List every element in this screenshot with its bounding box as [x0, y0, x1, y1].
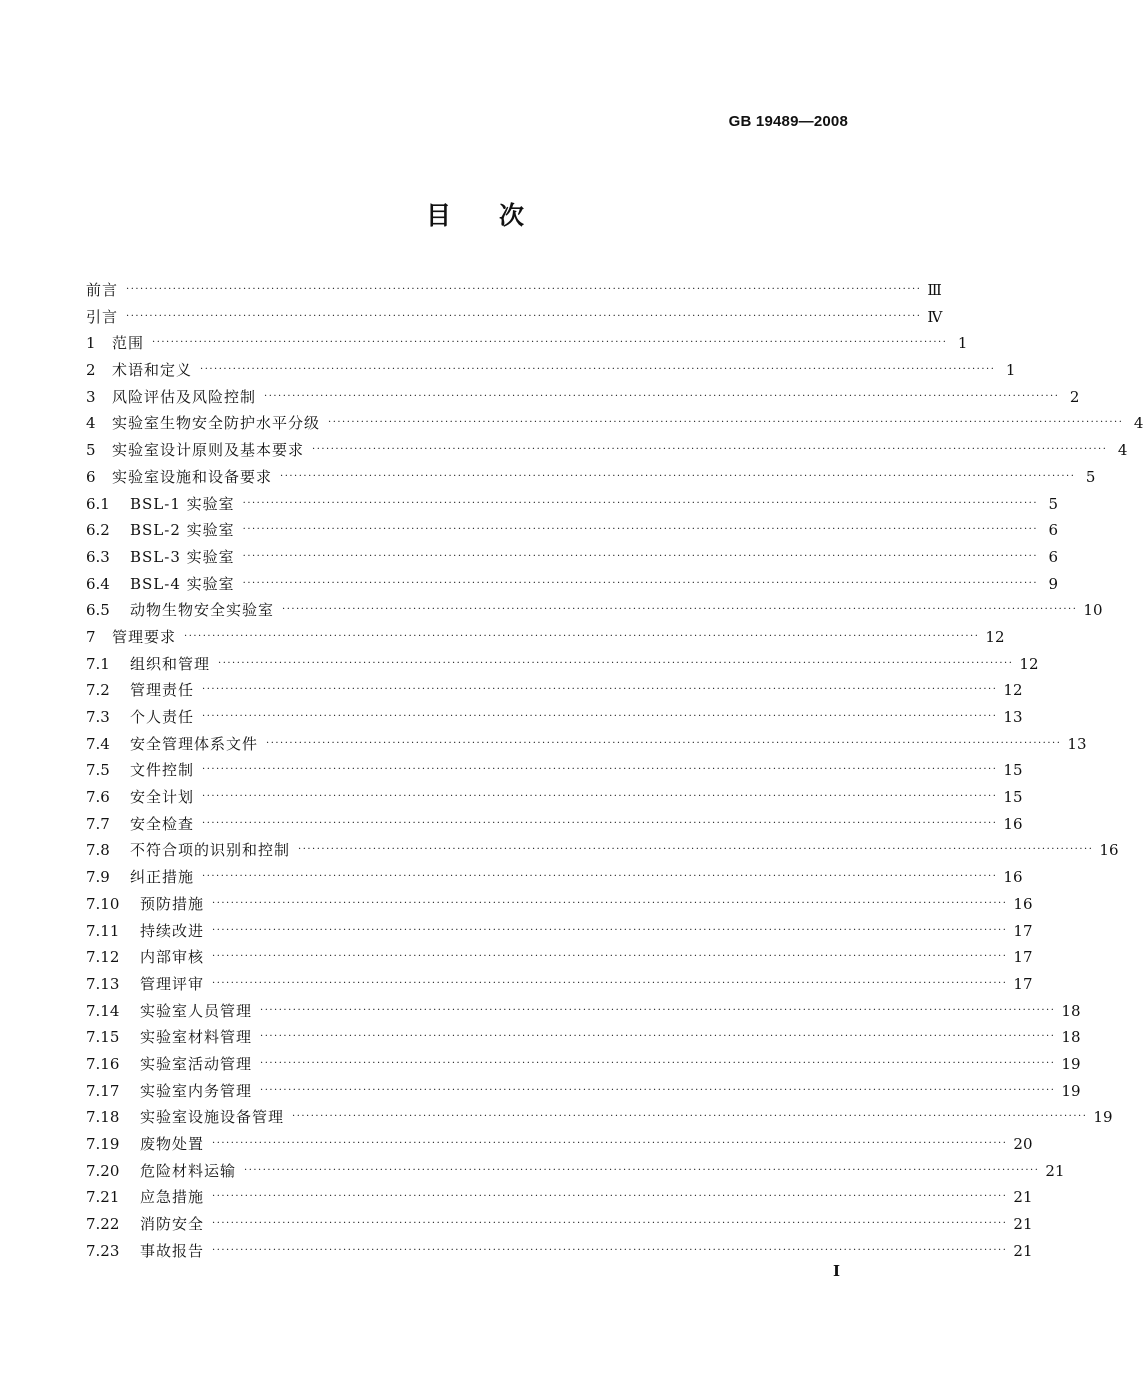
toc-leader-dots: ··········································································································································································: [212, 951, 1008, 963]
toc-entry-label: 实验室内务管理: [140, 1081, 253, 1100]
toc-entry-page: 1: [957, 334, 968, 353]
toc-entry[interactable]: [86, 624, 1005, 651]
toc-entry-page: 20: [1013, 1135, 1033, 1153]
toc-entry-page: 17: [1013, 974, 1033, 993]
toc-entry-label: 纠正措施: [130, 868, 195, 887]
toc-entry-page: Ⅲ: [927, 281, 942, 299]
toc-entry-page: 15: [1003, 788, 1023, 807]
toc-entry-label: 管理要求: [112, 627, 177, 646]
toc-leader-dots: ··········································································································································································: [242, 577, 1039, 589]
toc-entry-label: 个人责任: [130, 708, 195, 726]
toc-leader-dots: ··········································································································································································: [218, 657, 1014, 669]
toc-leader-dots: ··········································································································································································: [202, 791, 998, 803]
toc-entry-label: 事故报告: [140, 1241, 205, 1260]
toc-entry-label: 实验室设施和设备要求: [112, 467, 273, 486]
toc-entry-page: 5: [1085, 467, 1096, 486]
toc-entry-page: 13: [1067, 734, 1087, 753]
toc-entry-label: 实验室生物安全防护水平分级: [112, 414, 321, 433]
toc-leader-dots: ··········································································································································································: [212, 1138, 1008, 1149]
toc-entry-number: 7.16: [86, 1054, 120, 1073]
toc-entry[interactable]: [86, 464, 1096, 491]
toc-entry-number: 7.10: [86, 894, 120, 913]
toc-leader-dots: ··········································································································································································: [202, 817, 998, 829]
toc-entry[interactable]: [86, 651, 1039, 678]
toc-entry[interactable]: [86, 384, 1080, 411]
toc-entry-number: 7.3: [86, 708, 110, 726]
toc-leader-dots: ··········································································································································································: [260, 1004, 1056, 1016]
toc-leader-dots: ··········································································································································································: [266, 737, 1062, 749]
toc-entry-number: 6.5: [86, 601, 110, 620]
toc-leader-dots: ··········································································································································································: [126, 310, 922, 322]
toc-entry[interactable]: [86, 1211, 1033, 1238]
toc-entry-number: 7.19: [86, 1135, 120, 1153]
toc-entry-page: 15: [1003, 761, 1023, 780]
toc-entry-page: 16: [1003, 868, 1023, 887]
toc-entry[interactable]: [86, 597, 1103, 624]
toc-entry-number: 7.20: [86, 1161, 120, 1180]
toc-entry[interactable]: [86, 731, 1087, 758]
toc-entry-label: 实验室人员管理: [140, 1001, 253, 1020]
toc-entry-page: 19: [1061, 1081, 1081, 1100]
toc-leader-dots: ··········································································································································································: [264, 390, 1060, 402]
toc-entry-label: 管理评审: [140, 974, 205, 993]
toc-leader-dots: ··········································································································································································: [282, 604, 1078, 616]
toc-entry-number: 7.2: [86, 681, 110, 700]
toc-entry-label: 安全管理体系文件: [130, 734, 259, 753]
toc-leader-dots: ··········································································································································································: [152, 337, 948, 349]
toc-entry-page: 6: [1048, 521, 1059, 540]
toc-leader-dots: ··········································································································································································: [260, 1031, 1056, 1043]
toc-leader-dots: ··········································································································································································: [184, 630, 980, 642]
toc-entry[interactable]: [86, 811, 1023, 838]
toc-entry-page: 12: [985, 627, 1005, 646]
table-of-contents: [86, 277, 1143, 1264]
toc-entry-label: 危险材料运输: [140, 1161, 237, 1180]
toc-entry-label: 引言: [86, 307, 119, 326]
toc-entry[interactable]: [86, 1078, 1081, 1105]
toc-leader-dots: ··········································································································································································: [126, 284, 922, 295]
toc-entry-number: 4: [86, 414, 96, 433]
toc-entry-label: 预防措施: [140, 894, 205, 913]
toc-entry-label: 废物处置: [140, 1135, 205, 1153]
toc-entry[interactable]: [86, 1238, 1033, 1265]
toc-leader-dots: ··········································································································································································: [212, 1244, 1008, 1256]
toc-leader-dots: ··········································································································································································: [212, 1191, 1008, 1203]
toc-entry-label: BSL-4 实验室: [130, 574, 235, 593]
toc-entry-page: Ⅳ: [927, 307, 943, 326]
toc-entry-label: 安全计划: [130, 788, 195, 807]
toc-leader-dots: ··········································································································································································: [298, 844, 1094, 856]
toc-entry-label: 范围: [112, 334, 145, 353]
toc-entry[interactable]: [86, 357, 1016, 384]
toc-leader-dots: ··········································································································································································: [260, 1057, 1056, 1069]
toc-entry-label: BSL-2 实验室: [130, 521, 235, 540]
toc-leader-dots: ··········································································································································································: [200, 364, 996, 376]
toc-entry-label: 组织和管理: [130, 654, 211, 673]
toc-entry-page: 10: [1083, 601, 1103, 620]
toc-leader-dots: ··········································································································································································: [244, 1164, 1040, 1176]
toc-leader-dots: ··········································································································································································: [212, 1218, 1008, 1230]
toc-entry[interactable]: [86, 1158, 1065, 1185]
toc-entry[interactable]: [86, 704, 1023, 731]
toc-entry-page: 12: [1003, 681, 1023, 700]
toc-entry-number: 6.4: [86, 574, 110, 593]
toc-entry[interactable]: [86, 1184, 1033, 1211]
toc-entry-label: 管理责任: [130, 681, 195, 700]
toc-entry-number: 3: [86, 387, 96, 406]
toc-entry-page: 19: [1061, 1054, 1081, 1073]
toc-entry[interactable]: [86, 330, 968, 357]
toc-leader-dots: ··········································································································································································: [202, 684, 998, 696]
toc-leader-dots: ··········································································································································································: [328, 417, 1124, 429]
toc-entry[interactable]: [86, 571, 1059, 598]
toc-entry[interactable]: [86, 864, 1023, 891]
document-code: GB 19489—2008: [728, 113, 848, 130]
toc-entry-page: 17: [1013, 921, 1033, 940]
toc-entry-number: 7.13: [86, 974, 120, 993]
toc-entry-page: 17: [1013, 948, 1033, 967]
toc-entry-label: 内部审核: [140, 948, 205, 967]
toc-entry-label: 实验室活动管理: [140, 1054, 253, 1073]
toc-entry-label: 动物生物安全实验室: [130, 601, 275, 620]
toc-entry-number: 7: [86, 627, 96, 646]
toc-entry-label: 安全检查: [130, 814, 195, 833]
toc-entry-page: 5: [1048, 494, 1059, 513]
toc-entry-page: 21: [1013, 1188, 1033, 1207]
toc-entry-page: 6: [1048, 547, 1059, 566]
toc-entry[interactable]: [86, 757, 1023, 784]
toc-entry-label: 消防安全: [140, 1215, 205, 1234]
toc-leader-dots: ··········································································································································································: [292, 1111, 1088, 1123]
toc-leader-dots: ··········································································································································································: [260, 1084, 1056, 1096]
toc-entry-number: 7.7: [86, 814, 110, 833]
toc-entry-number: 7.18: [86, 1108, 120, 1127]
toc-entry-page: 21: [1013, 1241, 1033, 1260]
toc-entry-page: 9: [1048, 574, 1059, 593]
toc-leader-dots: ··········································································································································································: [212, 897, 1008, 909]
toc-entry-page: 21: [1045, 1161, 1065, 1180]
toc-leader-dots: ··········································································································································································: [312, 444, 1108, 456]
toc-entry[interactable]: [86, 544, 1059, 571]
toc-entry-page: 12: [1019, 654, 1039, 673]
toc-entry-number: 2: [86, 361, 96, 380]
toc-entry-page: 1: [1005, 361, 1016, 380]
toc-leader-dots: ··········································································································································································: [242, 524, 1039, 536]
toc-entry-page: 4: [1117, 441, 1128, 460]
toc-entry-label: 实验室设计原则及基本要求: [112, 441, 305, 460]
toc-entry-label: BSL-1 实验室: [130, 494, 235, 513]
toc-entry-label: 实验室材料管理: [140, 1028, 253, 1047]
toc-entry-number: 7.23: [86, 1241, 120, 1260]
toc-entry-number: 5: [86, 441, 96, 460]
toc-entry-label: 应急措施: [140, 1188, 205, 1207]
toc-entry[interactable]: [86, 1024, 1081, 1051]
toc-entry-page: 16: [1013, 894, 1033, 913]
toc-entry-label: 术语和定义: [112, 361, 193, 380]
toc-leader-dots: ··········································································································································································: [202, 711, 998, 722]
toc-entry[interactable]: [86, 491, 1059, 518]
toc-entry-number: 6.2: [86, 521, 110, 540]
toc-entry-page: 2: [1069, 387, 1080, 406]
toc-entry-number: 6.3: [86, 547, 110, 566]
toc-entry-label: 前言: [86, 281, 119, 299]
toc-entry-page: 19: [1093, 1108, 1113, 1127]
toc-entry[interactable]: [86, 891, 1033, 918]
toc-entry[interactable]: [86, 784, 1023, 811]
toc-entry-label: 持续改进: [140, 921, 205, 940]
toc-entry-label: 风险评估及风险控制: [112, 387, 257, 406]
toc-entry[interactable]: [86, 437, 1128, 464]
toc-entry-page: 16: [1099, 841, 1119, 860]
toc-entry-label: 不符合项的识别和控制: [130, 841, 291, 860]
toc-entry[interactable]: [86, 304, 943, 331]
toc-entry-number: 7.21: [86, 1188, 120, 1207]
toc-entry-page: 18: [1061, 1028, 1081, 1047]
toc-entry-number: 7.4: [86, 734, 110, 753]
toc-entry-number: 7.17: [86, 1081, 120, 1100]
toc-entry[interactable]: [86, 1104, 1113, 1131]
toc-entry-number: 7.6: [86, 788, 110, 807]
toc-entry-page: 4: [1133, 414, 1143, 433]
toc-entry-number: 1: [86, 334, 96, 353]
toc-entry[interactable]: [86, 277, 942, 304]
toc-entry-page: 18: [1061, 1001, 1081, 1020]
toc-leader-dots: ··········································································································································································: [242, 550, 1039, 562]
toc-leader-dots: ··········································································································································································: [242, 497, 1039, 509]
toc-entry-number: 6.1: [86, 494, 110, 513]
toc-entry[interactable]: [86, 1051, 1081, 1078]
toc-entry-label: BSL-3 实验室: [130, 547, 235, 566]
toc-entry-label: 文件控制: [130, 761, 195, 780]
toc-entry-number: 7.5: [86, 761, 110, 780]
toc-entry[interactable]: [86, 998, 1081, 1025]
toc-leader-dots: ··········································································································································································: [280, 470, 1076, 482]
toc-entry-number: 7.8: [86, 841, 110, 860]
toc-entry[interactable]: [86, 410, 1143, 437]
toc-entry-page: 16: [1003, 814, 1023, 833]
toc-entry-number: 7.1: [86, 654, 110, 673]
toc-entry[interactable]: [86, 971, 1033, 998]
toc-entry-number: 7.22: [86, 1215, 120, 1234]
toc-entry-label: 实验室设施设备管理: [140, 1108, 285, 1127]
toc-entry-page: 13: [1003, 708, 1023, 726]
toc-leader-dots: ··········································································································································································: [212, 977, 1008, 989]
toc-entry-number: 7.9: [86, 868, 110, 887]
page-number: I: [832, 1262, 840, 1280]
toc-entry[interactable]: [86, 944, 1033, 971]
toc-entry-number: 7.15: [86, 1028, 120, 1047]
toc-entry-number: 7.12: [86, 948, 120, 967]
toc-entry-number: 6: [86, 467, 96, 486]
toc-entry-number: 7.11: [86, 921, 120, 940]
toc-entry[interactable]: [86, 918, 1033, 945]
toc-entry-number: 7.14: [86, 1001, 120, 1020]
page-title: 目次: [425, 201, 572, 230]
toc-leader-dots: ··········································································································································································: [202, 871, 998, 883]
toc-entry-page: 21: [1013, 1215, 1033, 1234]
toc-leader-dots: ··········································································································································································: [202, 764, 998, 776]
toc-leader-dots: ··········································································································································································: [212, 924, 1008, 936]
toc-entry[interactable]: [86, 517, 1059, 544]
toc-entry[interactable]: [86, 1131, 1033, 1158]
toc-entry[interactable]: [86, 837, 1119, 864]
toc-entry[interactable]: [86, 677, 1023, 704]
